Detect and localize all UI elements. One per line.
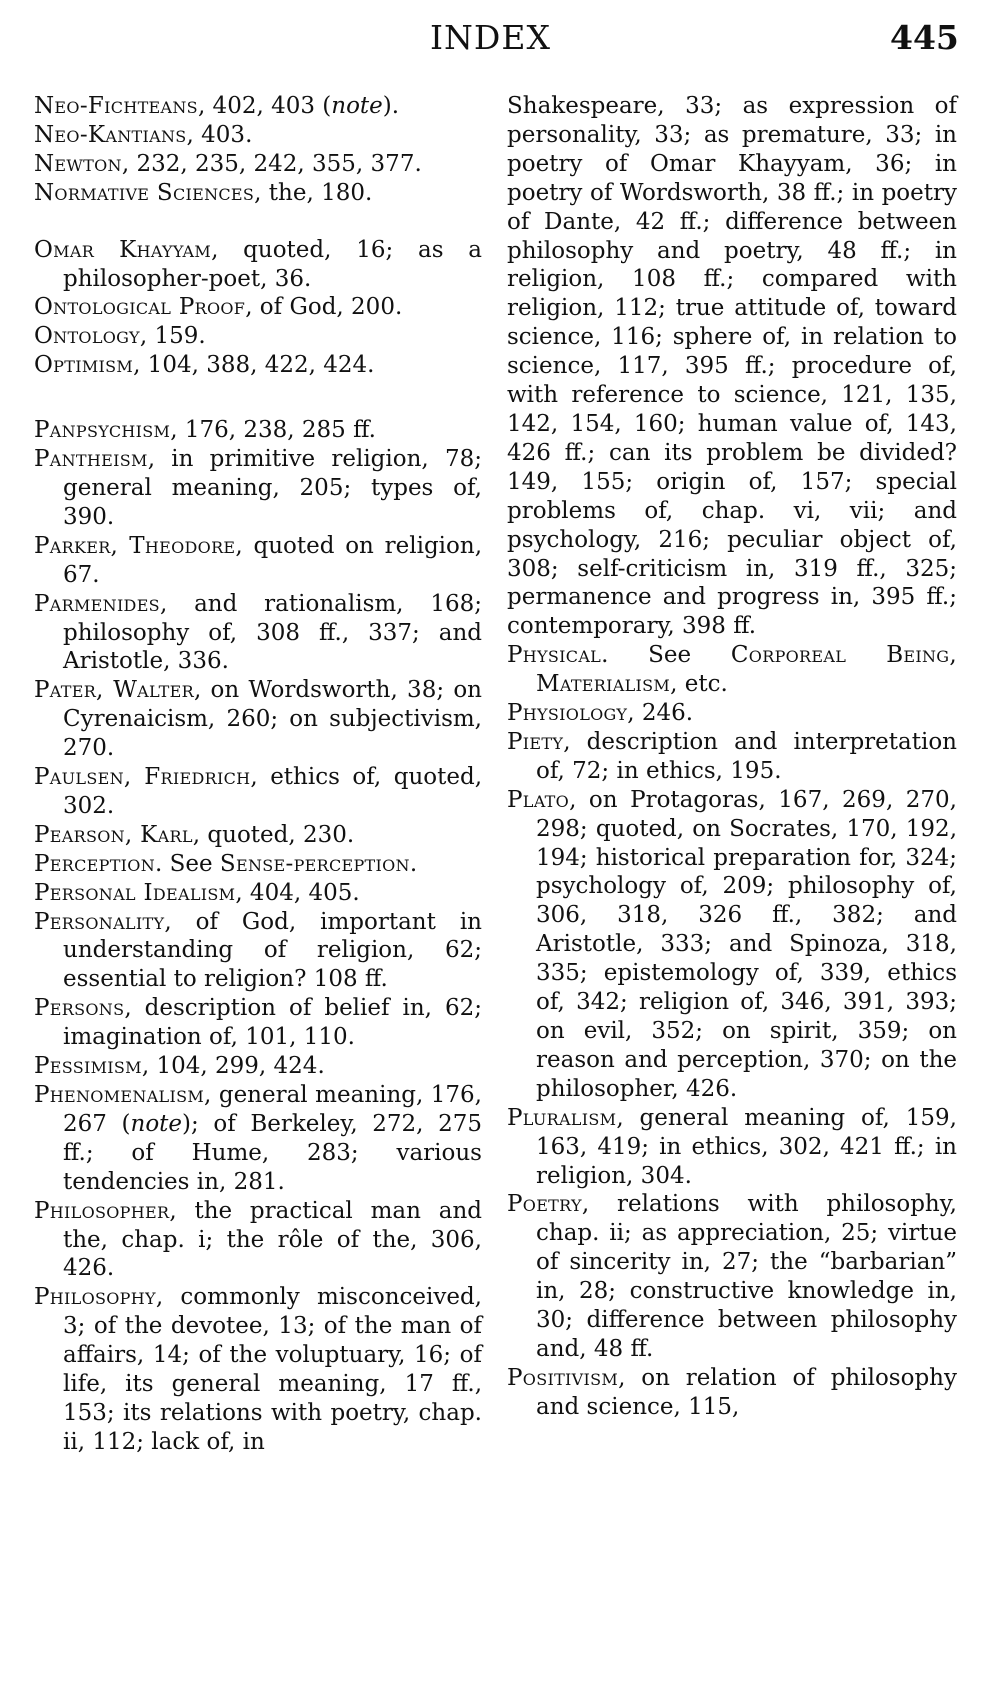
- entry-headword: Philosophy: [34, 1284, 156, 1311]
- index-entry: [34, 1283, 482, 1456]
- entry-headword: Pearson, Karl: [34, 821, 193, 848]
- index-entry: [34, 590, 482, 677]
- entry-headword: Neo-Kantians: [34, 121, 187, 148]
- entry-headword: Normative Sciences: [34, 179, 255, 206]
- index-entry: [34, 236, 482, 294]
- index-entry: [507, 1190, 957, 1363]
- index-entry: [34, 879, 482, 908]
- index-entry: [34, 322, 482, 351]
- entry-text-tail: , etc.: [670, 671, 728, 698]
- page-header: [0, 14, 1000, 64]
- entry-cross-reference: Sense-perception: [219, 850, 410, 877]
- entry-italic-note: note: [331, 93, 383, 119]
- entry-text: , the practical man and the, chap. i; the rôle of the, 306, 426.: [63, 1197, 482, 1282]
- index-entry: [34, 416, 482, 445]
- running-title: INDEX: [430, 18, 551, 57]
- entry-text-tail: ).: [382, 93, 400, 119]
- entry-text: , and rationalism, 168; philosophy of, 308 ff., 337; and Aristotle, 336.: [63, 590, 482, 675]
- entry-headword: Panpsychism: [34, 417, 171, 444]
- entry-text: , general meaning, 176, 267 (: [63, 1082, 482, 1137]
- entry-text: , ethics of, quoted, 302.: [63, 764, 483, 819]
- index-entry: [34, 351, 482, 380]
- entry-text: , description of belief in, 62; imagination of, 101, 110.: [63, 995, 482, 1051]
- entry-cross-reference: Corporeal Being, Materialism: [536, 642, 957, 698]
- entry-headword: Piety: [507, 728, 564, 755]
- index-entry: [507, 641, 957, 699]
- entry-headword: Neo-Fichteans: [34, 93, 198, 119]
- index-column-right: [507, 92, 957, 1422]
- entry-text-tail: ); of Berkeley, 272, 275 ff.; of Hume, 283; various tendencies in, 281.: [63, 1110, 482, 1195]
- index-entry: [507, 1104, 957, 1191]
- entry-text: , quoted on religion, 67.: [63, 532, 482, 588]
- entry-text: , 402, 403 (: [197, 93, 332, 119]
- entry-text: , 404, 405.: [235, 879, 360, 906]
- entry-text: , 104, 299, 424.: [141, 1053, 325, 1080]
- index-entry: [34, 850, 482, 879]
- index-entry: [34, 1081, 482, 1197]
- entry-text: , in primitive religion, 78; general meaning, 205; types of, 390.: [63, 446, 482, 530]
- entry-headword: Physiology: [507, 700, 628, 727]
- entry-headword: Parmenides: [34, 590, 160, 617]
- index-entry: [34, 532, 482, 590]
- letter-group-gap: [34, 380, 482, 416]
- entry-text: , on Protagoras, 167, 269, 270, 298; quoted, on Socrates, 170, 192, 194; historical preparation for, 324; psychology of, 209; philosophy of, 306, 318, 326 ff., 382; and Aristotle, 333; and Spinoza, 318, 335; epistemology of, 339, ethics of, 342; religion of, 346, 391, 393; on evil, 352; on spirit, 359; on reason and perception, 370; on the philosopher, 426.: [536, 786, 957, 1102]
- entry-text: , quoted, 230.: [192, 821, 355, 848]
- entry-headword: Ontology: [34, 323, 140, 350]
- index-entry: [34, 763, 482, 821]
- index-entry: [34, 293, 482, 322]
- entry-headword: Personal Idealism: [34, 879, 236, 906]
- entry-text: , the, 180.: [254, 179, 373, 206]
- index-entry: [34, 179, 482, 208]
- entry-text: . See: [601, 642, 731, 669]
- entry-text: , 403.: [186, 121, 253, 148]
- entry-headword: Omar Khayyam: [34, 236, 212, 263]
- entry-headword: Ontological Proof: [34, 294, 246, 321]
- entry-headword: Personality: [34, 908, 165, 935]
- index-entry: [34, 676, 482, 763]
- index-entry: [34, 821, 482, 850]
- entry-text: , quoted, 16; as a philosopher-poet, 36.: [63, 236, 482, 292]
- letter-group-gap: [34, 208, 482, 236]
- entry-italic-note: note: [130, 1110, 183, 1137]
- entry-text: . See: [155, 850, 220, 877]
- entry-headword: Poetry: [507, 1191, 582, 1218]
- index-entry: [34, 121, 482, 150]
- entry-text: , general meaning of, 159, 163, 419; in ethics, 302, 421 ff.; in religion, 304.: [536, 1104, 957, 1189]
- entry-text: , 104, 388, 422, 424.: [133, 352, 375, 379]
- index-entry: [507, 786, 957, 1104]
- index-column-left: [34, 92, 482, 1457]
- entry-headword: Parker, Theodore: [34, 532, 236, 559]
- index-entry: [34, 445, 482, 532]
- entry-text: , 159.: [139, 323, 206, 350]
- entry-text: , commonly misconceived, 3; of the devotee, 13; of the man of affairs, 14; of the voluptuary, 16; of life, its general meaning, 17 ff., 153; its relations with poetry, chap. ii, 112; lack of, in: [63, 1284, 482, 1455]
- entry-headword: Positivism: [507, 1364, 619, 1391]
- entry-headword: Perception: [34, 850, 155, 877]
- index-entry: [34, 92, 482, 121]
- entry-text: , 232, 235, 242, 355, 377.: [121, 150, 422, 177]
- index-entry: [34, 994, 482, 1052]
- entry-headword: Newton: [34, 150, 122, 177]
- entry-headword: Paulsen, Friedrich: [34, 764, 251, 791]
- entry-headword: Optimism: [34, 352, 134, 379]
- entry-text: , 246.: [627, 700, 694, 727]
- entry-headword: Philosopher: [34, 1197, 170, 1224]
- entry-text: , on Wordsworth, 38; on Cyrenaicism, 260; on subjectivism, 270.: [63, 677, 482, 762]
- entry-headword: Pessimism: [34, 1053, 142, 1080]
- entry-headword: Persons: [34, 995, 125, 1022]
- entry-headword: Physical: [507, 642, 602, 669]
- index-entry: [34, 908, 482, 995]
- index-entry: [34, 1197, 482, 1284]
- entry-headword: Pluralism: [507, 1104, 617, 1131]
- entry-text: , of God, important in understanding of religion, 62; essential to religion? 108 ff.: [63, 908, 482, 993]
- entry-headword: Phenomenalism: [34, 1082, 205, 1108]
- index-entry: [507, 728, 957, 786]
- entry-text-tail: .: [409, 850, 418, 877]
- entry-text: , of God, 200.: [245, 294, 403, 321]
- entry-text: , on relation of philosophy and science, 115,: [536, 1364, 957, 1420]
- index-entry: [507, 699, 957, 728]
- entry-headword: Plato: [507, 786, 570, 813]
- entry-text: , 176, 238, 285 ff.: [170, 417, 376, 444]
- index-entry-continuation: Shakespeare, 33; as expression of personality, 33; as premature, 33; in poetry of Omar Khayyam, 36; in poetry of Wordsworth, 38 ff.; in poetry of Dante, 42 ff.; difference between philosophy and poetry, 48 ff.; in religion, 108 ff.; compared with religion, 112; true attitude of, toward science, 116; sphere of, in relation to science, 117, 395 ff.; procedure of, with reference to science, 121, 135, 142, 154, 160; human value of, 143, 426 ff.; can its problem be divided? 149, 155; origin of, 157; special problems of, chap. vi, vii; and psychology, 216; peculiar object of, 308; self-criticism in, 319 ff., 325; permanence and progress in, 395 ff.; contemporary, 398 ff.: [507, 93, 957, 640]
- index-entry: [34, 150, 482, 179]
- entry-headword: Pater, Walter: [34, 677, 194, 704]
- entry-headword: Pantheism: [34, 446, 148, 473]
- index-entry: [507, 1364, 957, 1422]
- index-entry: [34, 1052, 482, 1081]
- entry-text: , relations with philosophy, chap. ii; as appreciation, 25; virtue of sincerity in, 27; the “barbarian” in, 28; constructive knowledge in, 30; difference between philosophy and, 48 ff.: [536, 1191, 957, 1362]
- entry-text: , description and interpretation of, 72; in ethics, 195.: [536, 728, 957, 784]
- page-number: 445: [890, 18, 959, 57]
